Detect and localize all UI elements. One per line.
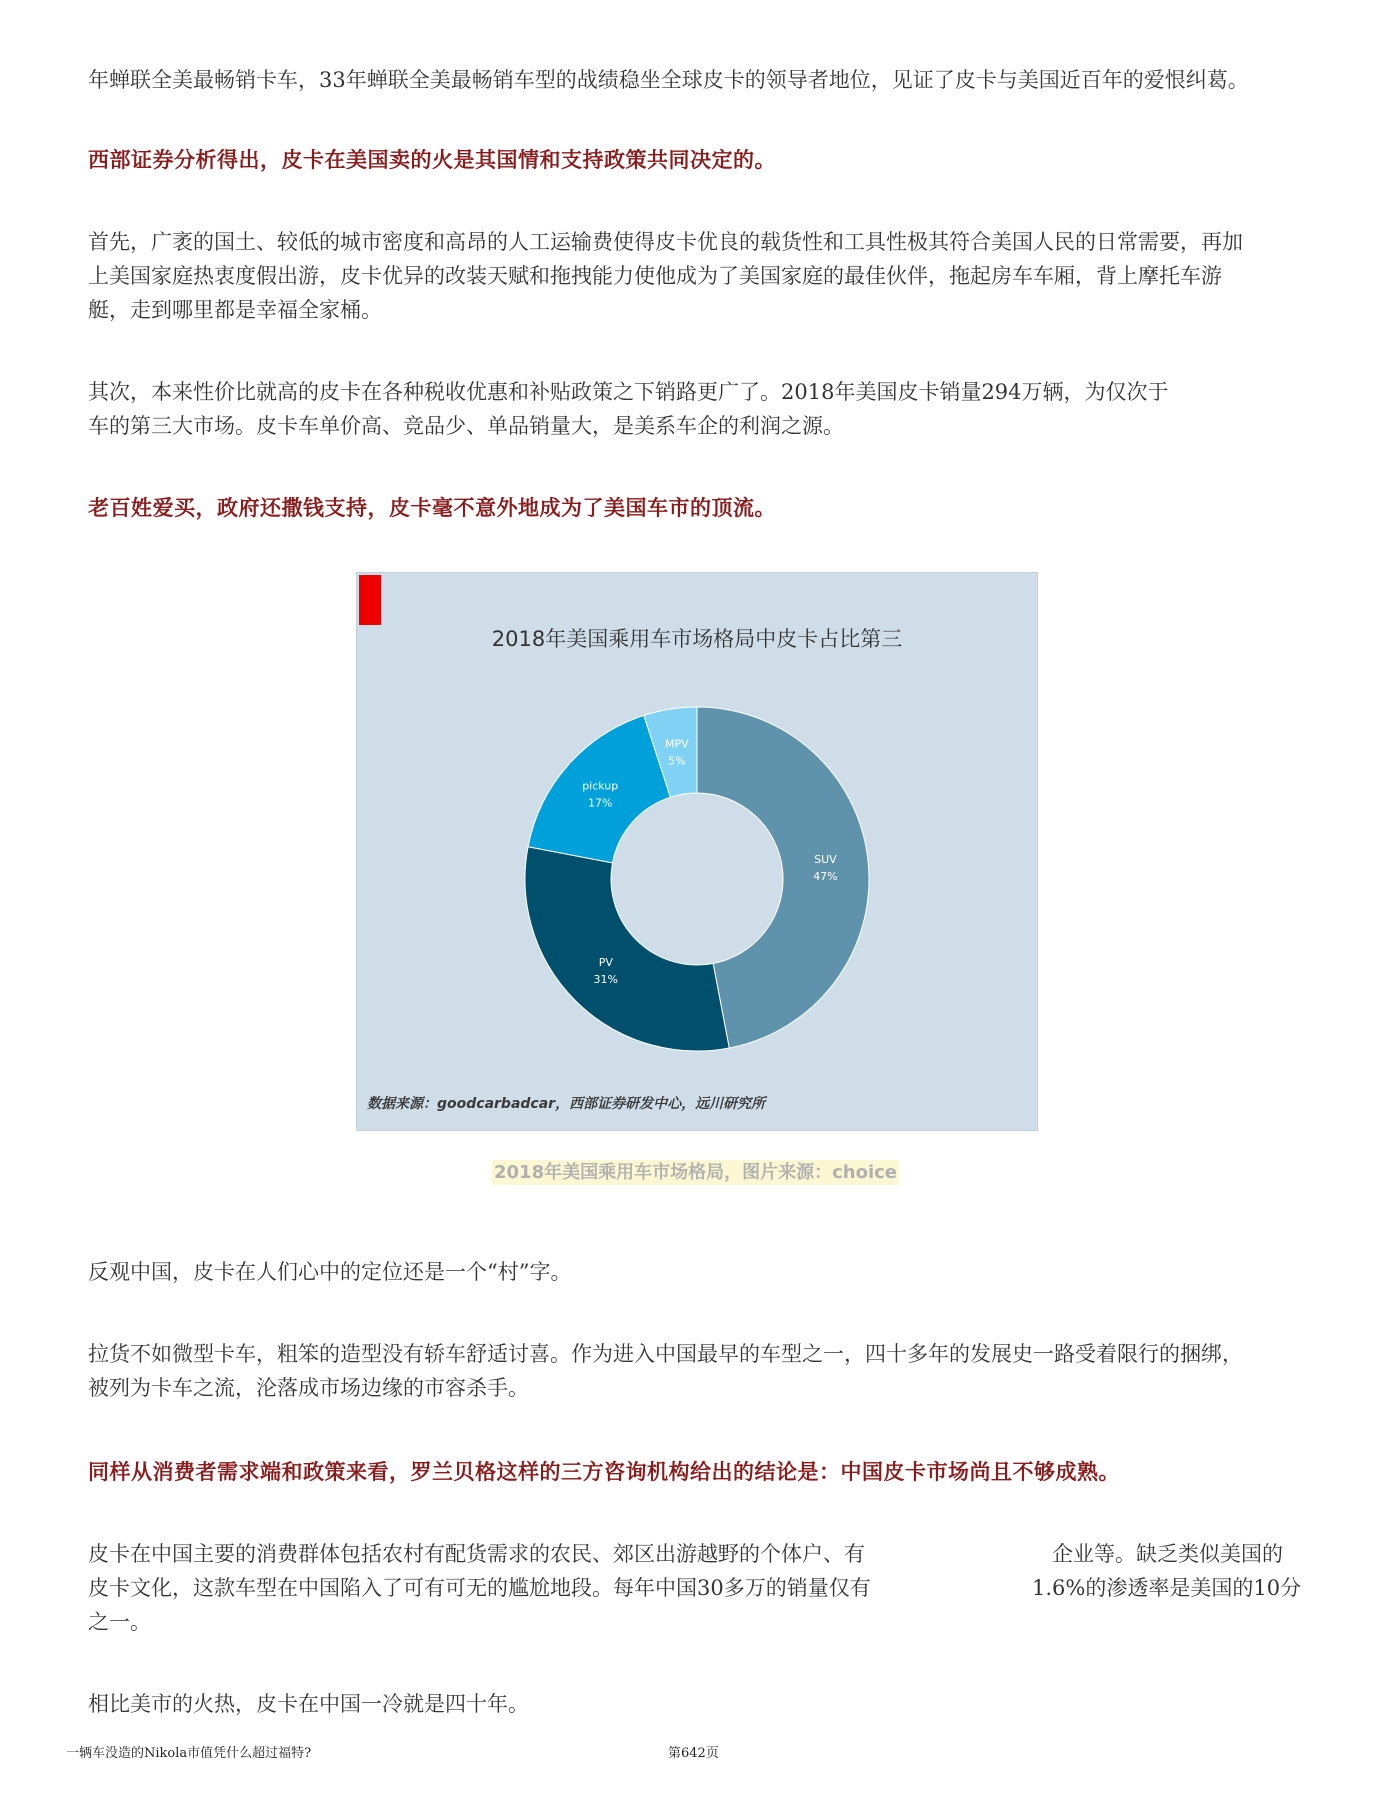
paragraph-consumers-line1: 皮卡在中国主要的消费群体包括农村有配货需求的农民、郊区出游越野的个体户、有 xyxy=(88,1542,865,1566)
highlight-conclusion-china: 同样从消费者需求端和政策来看，罗兰贝格这样的三方咨询机构给出的结论是：中国皮卡市场尚且不够成熟。 xyxy=(88,1459,1120,1484)
paragraph-china: 反观中国，皮卡在人们心中的定位还是一个“村”字。 xyxy=(88,1260,572,1284)
caption-text: 2018年美国乘用车市场格局，图片来源：choice xyxy=(494,1162,897,1183)
slice-name-pv: PV xyxy=(598,956,613,970)
paragraph-consumers-line2: 皮卡文化，这款车型在中国陷入了可有可无的尴尬地段。每年中国30多万的销量仅有 xyxy=(88,1576,871,1600)
donut-chart-svg xyxy=(357,573,1037,1130)
highlight-conclusion-us: 老百姓爱买，政府还撒钱支持，皮卡毫不意外地成为了美国车市的顶流。 xyxy=(88,495,776,520)
chart-source: 数据来源：goodcarbadcar，西部证券研发中心，远川研究所 xyxy=(367,1096,766,1112)
donut-slice-pv xyxy=(525,847,729,1051)
market-share-chart xyxy=(356,572,1038,1131)
slice-name-suv: SUV xyxy=(814,852,837,866)
paragraph-second-line1: 其次，本来性价比就高的皮卡在各种税收优惠和补贴政策之下销路更广了。2018年美国皮卡销量294万辆，为仅次于 xyxy=(88,380,1169,404)
paragraph-consumers-line1-right: 企业等。缺乏类似美国的 xyxy=(1052,1542,1283,1566)
slice-value-suv: 47% xyxy=(813,869,838,883)
footer-title: 一辆车没造的Nikola市值凭什么超过福特? xyxy=(66,1746,312,1761)
paragraph-closing: 相比美市的火热，皮卡在中国一冷就是四十年。 xyxy=(88,1692,529,1716)
slice-name-pickup: pickup xyxy=(582,779,619,793)
paragraph-second-line2: 车的第三大市场。皮卡车单价高、竞品少、单品销量大，是美系车企的利润之源。 xyxy=(88,414,844,438)
paragraph-china-line2: 被列为卡车之流，沦落成市场边缘的市容杀手。 xyxy=(88,1376,529,1400)
paragraph-first-line1: 首先，广袤的国土、较低的城市密度和高昂的人工运输费使得皮卡优良的载货性和工具性极其符合美国人民的日常需要，再加 xyxy=(88,230,1243,254)
highlight-analysis: 西部证券分析得出，皮卡在美国卖的火是其国情和支持政策共同决定的。 xyxy=(88,147,776,172)
chart-title: 2018年美国乘用车市场格局中皮卡占比第三 xyxy=(491,627,903,651)
slice-value-pv: 31% xyxy=(593,973,619,987)
paragraph-china-line1: 拉货不如微型卡车，粗笨的造型没有轿车舒适讨喜。作为进入中国最早的车型之一，四十多年的发展史一路受着限行的捆绑， xyxy=(88,1342,1243,1366)
image-caption xyxy=(0,1158,1391,1184)
paragraph-intro: 年蝉联全美最畅销卡车，33年蝉联全美最畅销车型的战绩稳坐全球皮卡的领导者地位，见证了皮卡与美国近百年的爱恨纠葛。 xyxy=(88,68,1249,92)
paragraph-first-line2: 上美国家庭热衷度假出游，皮卡优异的改装天赋和拖拽能力使他成为了美国家庭的最佳伙伴，拖起房车车厢，背上摩托车游 xyxy=(88,264,1222,288)
paragraph-consumers-line3: 之一。 xyxy=(88,1610,151,1634)
slice-value-pickup: 17% xyxy=(588,796,613,810)
donut-slice-suv xyxy=(697,707,869,1048)
footer-page-number: 第642页 xyxy=(668,1746,719,1761)
paragraph-consumers-line2-right: 1.6%的渗透率是美国的10分 xyxy=(1032,1576,1302,1600)
paragraph-first-line3: 艇，走到哪里都是幸福全家桶。 xyxy=(88,298,382,322)
slice-value-mpv: 5% xyxy=(668,754,686,768)
slice-name-mpv: MPV xyxy=(664,737,689,751)
